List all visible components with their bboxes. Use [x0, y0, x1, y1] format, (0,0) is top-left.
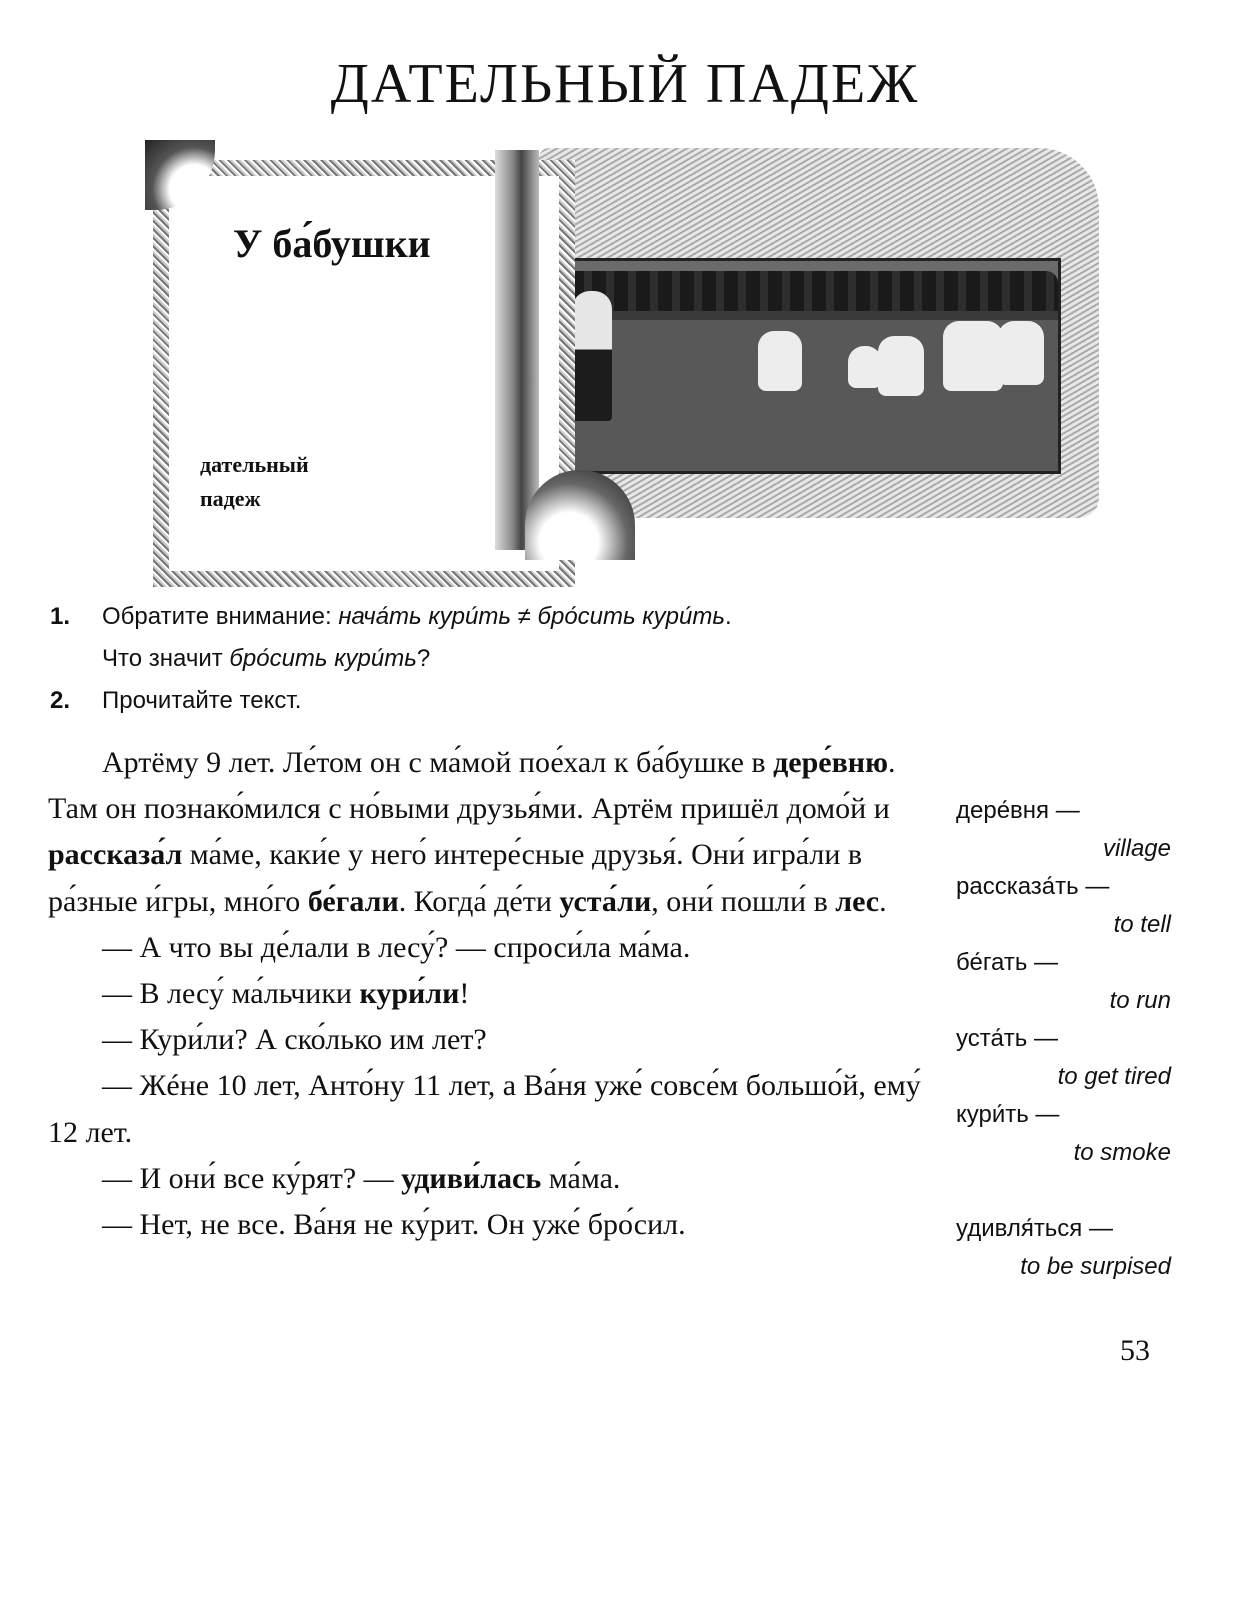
task-number: 1.: [50, 603, 71, 630]
goat-figure: [848, 346, 882, 388]
task-line: [102, 596, 950, 638]
dialog-line: [48, 971, 928, 1017]
glossary-word: рассказа́ть —: [956, 873, 1110, 900]
goat-figure: [998, 321, 1044, 385]
dialog-line: [48, 1156, 928, 1202]
text-run: !: [459, 977, 470, 1011]
dialog-line: — Нет, не все. Ва́ня не ку́рит. Он уже́ бро́сил.: [102, 1208, 686, 1242]
task-text: Что значит: [102, 645, 230, 672]
vocab-word: уста́ли: [559, 884, 652, 918]
dialog-line: — А что вы де́лали в лесу́? — спроси́ла ма́ма.: [102, 930, 691, 964]
reading-paragraph: [48, 740, 928, 925]
village-photo: [545, 258, 1061, 474]
vocab-word: кури́ли: [359, 977, 460, 1011]
text-run: . Когда́ де́ти: [398, 884, 560, 918]
text-run: — И они́ все ку́рят? —: [102, 1161, 402, 1195]
text-run: , они́ пошли́ в: [651, 884, 836, 918]
text-run: .: [879, 884, 887, 918]
reading-text: [48, 740, 928, 1248]
text-run: ма́ме, каки́е у него́ интере́сные друзья́. Они́ игра́ли в ра́зные и́гры, мно́го: [48, 838, 863, 918]
dialog-line: — Кури́ли? А ско́лько им лет?: [102, 1023, 487, 1057]
glossary-translation: to run: [1109, 987, 1171, 1014]
vocab-word: бе́гали: [307, 884, 399, 918]
task-italic-text: нача́ть кури́ть ≠ бро́сить кури́ть: [338, 603, 725, 630]
vocab-word: рассказа́л: [48, 838, 183, 872]
tree-line: [548, 271, 1058, 311]
vocab-word: удиви́лась: [401, 1161, 542, 1195]
text-run: Артёму 9 лет. Ле́том он с ма́мой пое́хал к ба́бушке в: [102, 746, 774, 779]
task-list: [50, 596, 950, 722]
glossary-word: бе́гать —: [956, 949, 1059, 976]
goat-figure: [758, 331, 802, 391]
glossary-translation: to tell: [1113, 911, 1171, 938]
lesson-title: У ба́бушки: [233, 221, 431, 266]
task-text: Обратите внимание:: [102, 603, 339, 630]
glossary-word: кури́ть —: [956, 1101, 1060, 1128]
page-number: 53: [1120, 1334, 1150, 1367]
goat-figure: [878, 336, 924, 396]
goat-figure: [943, 321, 1003, 391]
glossary-word: уста́ть —: [956, 1025, 1058, 1052]
boy-figure: [572, 291, 612, 421]
lesson-subtitle: дательный падеж: [200, 452, 309, 511]
glossary-word: удивля́ться —: [956, 1215, 1113, 1242]
task-item: [50, 680, 950, 722]
task-item: [50, 596, 950, 680]
glossary-translation: to smoke: [1073, 1139, 1171, 1166]
task-text: Прочитайте текст.: [102, 687, 302, 714]
page-title: ДАТЕЛЬНЫЙ ПАДЕЖ: [330, 53, 920, 115]
text-run: ма́ма.: [541, 1161, 621, 1195]
vocab-word: лес: [835, 884, 880, 918]
dialog-line: — Жéне 10 лет, Анто́ну 11 лет, а Ва́ня уже́ совсе́м большо́й, ему́ 12 лет.: [48, 1069, 921, 1149]
task-text: ?: [416, 645, 431, 672]
text-run: — В лесу́ ма́льчики: [102, 977, 360, 1011]
task-line: [102, 638, 950, 680]
task-body: [102, 680, 950, 722]
text-run: . Там он познако́мился с но́выми друзья́ми. Артём пришёл домо́й и: [48, 746, 896, 826]
glossary-word: дере́вня —: [956, 797, 1080, 824]
task-body: [102, 596, 950, 680]
glossary-translation: to get tired: [1057, 1063, 1171, 1090]
banner-illustration: [145, 140, 1105, 570]
scroll-roll: [495, 150, 539, 550]
task-text: .: [724, 603, 732, 630]
glossary: [956, 792, 1171, 1286]
glossary-translation: village: [1102, 835, 1171, 862]
task-line: [102, 680, 950, 722]
glossary-translation: to be surpised: [1020, 1253, 1171, 1280]
vocab-word: дере́вню: [773, 746, 888, 779]
task-number: 2.: [50, 687, 71, 714]
task-italic-text: бро́сить кури́ть: [229, 645, 417, 672]
